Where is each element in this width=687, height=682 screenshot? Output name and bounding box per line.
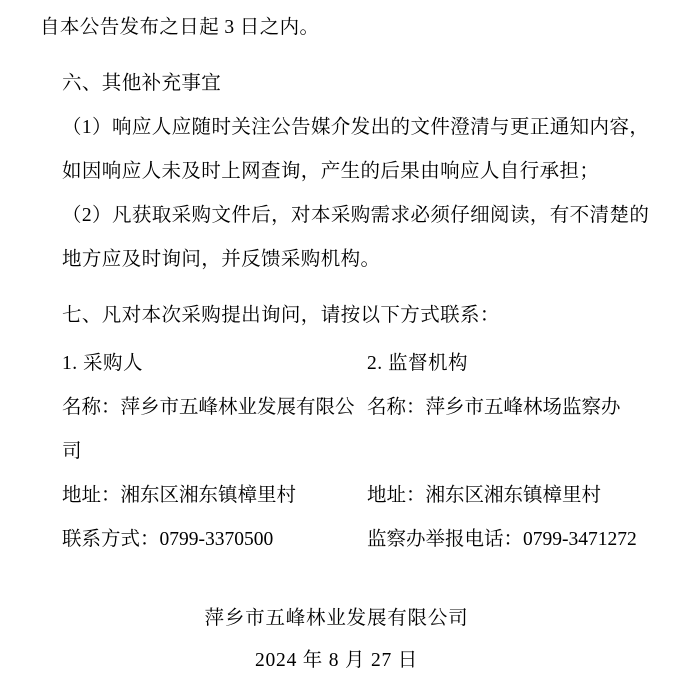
purchaser-phone-label: 联系方式： (62, 529, 160, 550)
supervisor-phone-value: 0799-3471272 (523, 529, 637, 550)
supervisor-title: 2. 监督机构 (367, 353, 469, 374)
contacts-block (40, 342, 653, 562)
signature-block (40, 598, 653, 682)
purchaser-address-label: 地址： (62, 485, 121, 506)
purchaser-phone-value: 0799-3370500 (159, 529, 274, 550)
purchaser-name-value: 萍乡市五峰林业发展有限公司 (62, 397, 355, 462)
purchaser-phone (40, 518, 367, 562)
supervisor-phone (367, 518, 653, 562)
signature-organization: 萍乡市五峰林业发展有限公司 (204, 608, 469, 629)
contacts-name-row (40, 386, 653, 474)
contacts-phone-row (40, 518, 653, 562)
supervisor-address-label: 地址： (367, 485, 426, 506)
spacer (40, 282, 653, 294)
supervisor-address (367, 474, 653, 518)
section-seven-heading: 七、凡对本次采购提出询问，请按以下方式联系： (62, 305, 500, 326)
continuation-line: 自本公告发布之日起 3 日之内。 (40, 17, 320, 38)
spacer (40, 50, 653, 62)
purchaser-address (40, 474, 367, 518)
supervisor-address-value: 湘东区湘东镇樟里村 (425, 485, 602, 506)
supervisor-phone-label: 监察办举报电话： (367, 529, 524, 550)
supervisor-name-value: 萍乡市五峰林场监察办 (425, 397, 621, 418)
supervisor-name (367, 386, 653, 430)
supervisor-name-label: 名称： (367, 397, 426, 418)
section-six-item-1: （1）响应人应随时关注公告媒介发出的文件澄清与更正通知内容，如因响应人未及时上网查询，产生的后果由响应人自行承担； (62, 117, 650, 182)
purchaser-name-label: 名称： (62, 397, 121, 418)
section-six-heading: 六、其他补充事宜 (62, 73, 222, 94)
purchaser-title: 1. 采购人 (62, 353, 144, 374)
section-six-item-2: （2）凡获取采购文件后，对本采购需求必须仔细阅读，有不清楚的地方应及时询问，并反馈采购机构。 (62, 205, 650, 270)
purchaser-name (40, 386, 367, 474)
contacts-address-row (40, 474, 653, 518)
signature-date: 2024 年 8 月 27 日 (254, 650, 419, 671)
purchaser-address-value: 湘东区湘东镇樟里村 (120, 485, 297, 506)
contacts-title-row (40, 342, 653, 386)
